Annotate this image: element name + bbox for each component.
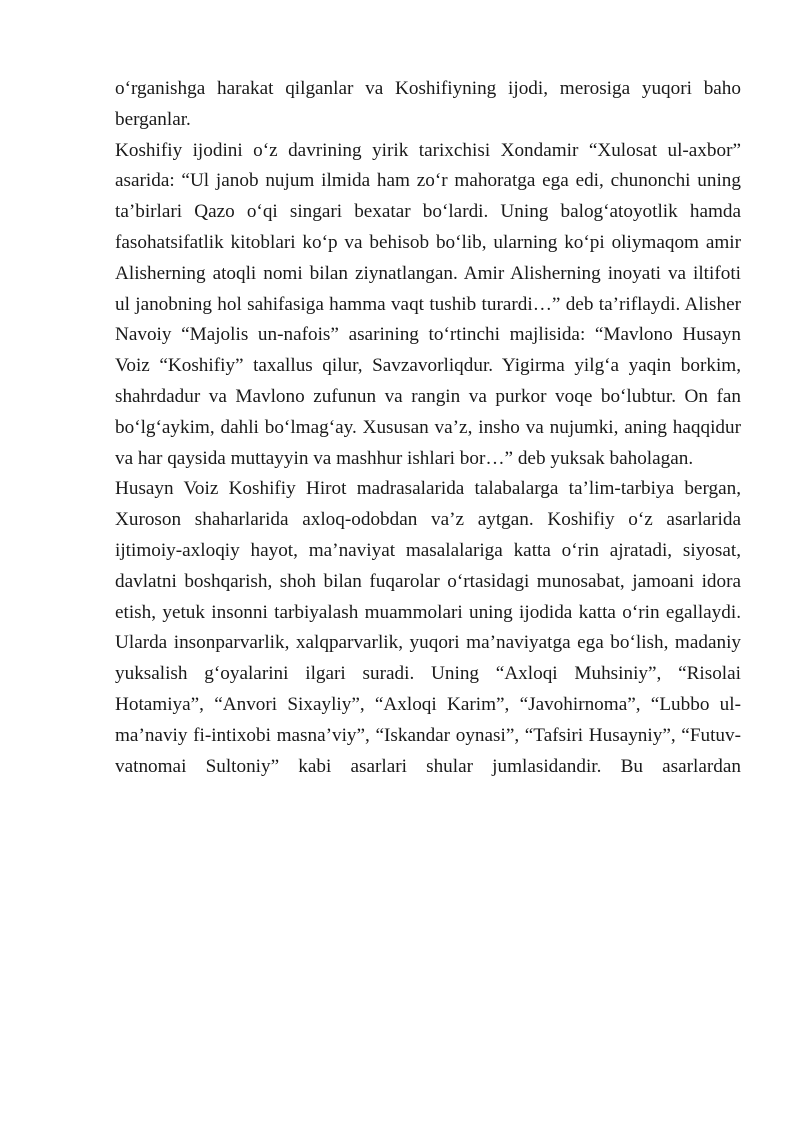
paragraph-1: o‘rganishga harakat qilganlar va Koshifiyning ijodi, merosiga yuqori baho berganlar. [115, 78, 741, 130]
document-page [115, 74, 741, 782]
paragraph-3: Husayn Voiz Koshifiy Hirot madrasalarida talabalarga ta’lim-tarbiya bergan, Xuroson shaharlarida axloq-odobdan va’z aytgan. Koshifiy o‘z asarlarida ijtimoiy-axloqiy hayot, ma’naviyat masalalariga katta o‘rin ajratadi, siyosat, davlatni boshqarish, shoh bilan fuqarolar o‘rtasidagi munosabat, jamoani idora etish, yetuk insonni tarbiyalash muammolari uning ijodida katta o‘rin egallaydi. Ularda insonparvarlik, xalqparvarlik, yuqori ma’naviyatga ega bo‘lish, madaniy yuksalish g‘oyalarini ilgari suradi. Uning “Axloqi Muhsiniy”, “Risolai Hotamiya”, “Anvori Sixayliy”, “Axloqi Karim”, “Javohirnoma”, “Lubbo ul-ma’naviy fi-intixobi masna’viy”, “Iskandar oynasi”, “Tafsiri Husayniy”, “Futuv-vatnomai Sultoniy” kabi asarlari shular jumlasidandir. Bu asarlardan [115, 478, 741, 777]
paragraph-2: Koshifiy ijodini o‘z davrining yirik tarixchisi Xondamir “Xulosat ul-axbor” asarida: “Ul janob nujum ilmida ham zo‘r mahoratga ega edi, chunonchi uning ta’birlari Qazo o‘qi singari bexatar bo‘lardi. Uning balog‘atoyotlik hamda fasohatsifatlik kitoblari ko‘p va behisob bo‘lib, ularning ko‘pi oliymaqom amir Alisherning atoqli nomi bilan ziynatlangan. Amir Alisherning inoyati va iltifoti ul janobning hol sahifasiga hamma vaqt tushib turardi…” deb ta’riflaydi. Alisher Navoiy “Majolis un-nafois” asarining to‘rtinchi majlisida: “Mavlono Husayn Voiz “Koshifiy” taxallus qilur, Savzavorliqdur. Yigirma yilg‘a yaqin borkim, shahrdadur va Mavlono zufunun va rangin va purkor voqe bo‘lubtur. On fan bo‘lg‘aykim, dahli bo‘lmag‘ay. Xususan va’z, insho va nujumki, aning haqqidur va har qaysida muttayyin va mashhur ishlari bor…” deb yuksak baholagan. [115, 139, 741, 469]
